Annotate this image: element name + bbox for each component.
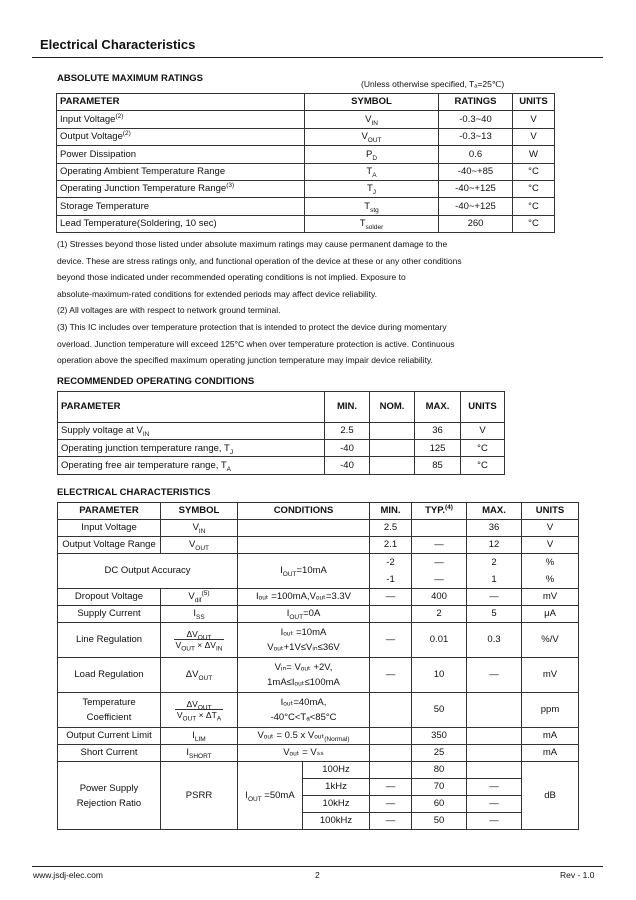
param-cell: Supply voltage at $V_{IN}$ [58,423,325,440]
header-cell: MAX. [415,392,461,423]
unit-cell: μA [522,606,579,623]
max-cell: 0.3 [467,623,522,658]
condition-cell: $I_{OUT}=0A$ [238,606,370,623]
unit-cell: W [513,146,555,163]
symbol-cell: $V_{OUT}$ [161,537,238,554]
param-cell: Power Dissipation [57,146,305,163]
typ-cell: — [412,554,467,572]
unit-cell: %/V [522,623,579,658]
table-row [58,520,579,537]
typ-cell: 0.01 [412,623,467,658]
unit-cell: mV [522,589,579,606]
frequency-cell: 100Hz [303,762,370,779]
unit-cell: V [522,537,579,554]
param-cell: Output Voltage$^{(2)}$ [57,128,305,145]
min-cell [370,745,412,762]
unit-cell: °C [461,440,505,457]
typ-cell: — [412,537,467,554]
max-cell: — [467,813,522,830]
header-cell: UNITS [513,94,555,111]
typ-cell: 350 [412,728,467,745]
typ-cell: 400 [412,589,467,606]
table-header-row [58,392,505,423]
footnote-line: absolute-maximum-rated conditions for extended periods may affect device reliability. [57,288,378,299]
param-cell: Lead Temperature(Soldering, 10 sec) [57,215,305,232]
max-cell [467,728,522,745]
min-cell: -2 [370,554,412,572]
table-row [57,180,555,197]
typ-cell: 10 [412,658,467,693]
table-row [57,215,555,232]
symbol-cell: $V_{OUT}$ [305,128,439,145]
min-cell: — [370,589,412,606]
table-row [58,440,505,457]
unit-cell: °C [461,457,505,474]
page-title: Electrical Characteristics [40,37,196,52]
max-cell: 12 [467,537,522,554]
footer-page-number: 2 [315,870,320,880]
rating-cell: -0.3~13 [439,128,513,145]
table-row [57,146,555,163]
max-cell: 2 [467,554,522,572]
table-row [58,554,579,572]
param-cell: Dropout Voltage [58,589,161,606]
param-cell: Short Current [58,745,161,762]
abs-max-table [56,93,555,233]
header-cell: CONDITIONS [238,503,370,520]
footnote-line: device. These are stress ratings only, and functional operation of the device at these or any other conditions [57,255,462,266]
table-row [58,762,579,779]
nom-cell [370,457,415,474]
unit-cell: V [522,520,579,537]
param-cell: Load Regulation [58,658,161,693]
nom-cell [370,423,415,440]
rec-op-table [57,391,505,475]
condition-cell: Iₒᵤₜ =10mA Vₒᵤₜ+1V≤Vᵢₙ≤36V [238,623,370,658]
header-cell: MIN. [370,503,412,520]
footnote-line: beyond those indicated under recommended operating conditions is not implied. Exposure to [57,272,406,283]
condition-cell: Iₒᵤₜ =100mA,Vₒᵤₜ=3.3V [238,589,370,606]
symbol-cell: $T_A$ [305,163,439,180]
header-cell: MAX. [467,503,522,520]
max-cell: 36 [415,423,461,440]
table-row [58,537,579,554]
table-row [58,457,505,474]
max-cell: — [467,796,522,813]
unit-cell: V [513,128,555,145]
param-cell: Input Voltage [58,520,161,537]
condition-cell [238,537,370,554]
header-cell: PARAMETER [57,94,305,111]
symbol-cell: $V_{dif}^{(5)}$ [161,589,238,606]
header-cell: PARAMETER [58,392,325,423]
max-cell [467,762,522,779]
header-cell: TYP.$^{(4)}$ [412,503,467,520]
rating-cell: -0.3~40 [439,111,513,128]
condition-cell [238,520,370,537]
min-cell: — [370,658,412,693]
nom-cell [370,440,415,457]
symbol-cell: $P_D$ [305,146,439,163]
typ-cell: 60 [412,796,467,813]
max-cell: — [467,658,522,693]
table-row [58,623,579,658]
condition-cell: Vₒᵤₜ = Vₛₛ [238,745,370,762]
table-header-row [57,94,555,111]
symbol-cell [161,693,238,728]
header-cell: NOM. [370,392,415,423]
typ-cell: 50 [412,693,467,728]
typ-cell: 80 [412,762,467,779]
header-cell: SYMBOL [161,503,238,520]
header-cell: UNITS [522,503,579,520]
param-cell: Operating free air temperature range, $T_A$ [58,457,325,474]
typ-cell: 70 [412,779,467,796]
unit-cell: °C [513,163,555,180]
rating-cell: -40~+125 [439,198,513,215]
param-cell: Storage Temperature [57,198,305,215]
header-cell: SYMBOL [305,94,439,111]
unit-cell: V [513,111,555,128]
unit-cell: mA [522,728,579,745]
footnote-line: (2) All voltages are with respect to network ground terminal. [57,305,281,316]
unit-cell: mV [522,658,579,693]
abs-max-heading: ABSOLUTE MAXIMUM RATINGS [57,73,204,84]
header-cell: UNITS [461,392,505,423]
max-cell: 1 [467,571,522,589]
param-cell: Temperature Coefficient [58,693,161,728]
max-cell [467,693,522,728]
min-cell [370,728,412,745]
symbol-cell: PSRR [161,762,238,830]
param-cell: Operating junction temperature range, $T_J$ [58,440,325,457]
unit-cell: ppm [522,693,579,728]
header-cell: MIN. [325,392,370,423]
condition-cell: $I_{OUT}=10mA$ [238,554,370,589]
typ-cell: 25 [412,745,467,762]
max-cell: 5 [467,606,522,623]
min-cell [370,762,412,779]
symbol-cell: $V_{IN}$ [305,111,439,128]
footer-revision: Rev - 1.0 [560,870,595,880]
param-cell: Operating Ambient Temperature Range [57,163,305,180]
symbol-cell: $I_{SS}$ [161,606,238,623]
min-cell: — [370,796,412,813]
header-cell: RATINGS [439,94,513,111]
typ-cell [412,520,467,537]
unit-cell: V [461,423,505,440]
table-row [58,606,579,623]
title-divider [32,57,603,58]
table-row [57,163,555,180]
param-cell: Line Regulation [58,623,161,658]
param-cell: Output Current Limit [58,728,161,745]
min-cell [370,693,412,728]
min-cell: — [370,813,412,830]
condition-cell: $I_{OUT} =50mA$ [238,762,303,830]
table-row [58,658,579,693]
temp-coef-fraction: $\frac{\Delta V_{OUT}}{V_{OUT} \times \Delta T_A}$ [176,699,222,723]
rec-op-heading: RECOMMENDED OPERATING CONDITIONS [57,376,255,387]
frequency-cell: 100kHz [303,813,370,830]
max-cell [467,745,522,762]
param-cell: Input Voltage$^{(2)}$ [57,111,305,128]
footnote-line: overload. Junction temperature will exceed 125°C when over temperature protection is active. Continuous [57,338,455,349]
table-row [58,423,505,440]
unit-cell: mA [522,745,579,762]
param-cell: Operating Junction Temperature Range$^{(3)}$ [57,180,305,197]
footer-divider [32,866,603,867]
param-cell: Supply Current [58,606,161,623]
typ-cell: 50 [412,813,467,830]
max-cell: 85 [415,457,461,474]
symbol-cell: $\Delta V_{OUT}$ [161,658,238,693]
min-cell: -40 [325,457,370,474]
footnote-line: operation above the specified maximum operating junction temperature may impair device reliability. [57,355,433,366]
header-cell: PARAMETER [58,503,161,520]
min-cell: 2.5 [370,520,412,537]
rating-cell: 260 [439,215,513,232]
abs-max-note: (Unless otherwise specified, Tₐ=25℃) [361,79,505,89]
footnote-line: (3) This IC includes over temperature protection that is intended to protect the device during momentary [57,321,447,332]
symbol-cell: $V_{IN}$ [161,520,238,537]
symbol-cell: $I_{LIM}$ [161,728,238,745]
param-cell: Output Voltage Range [58,537,161,554]
footer-website-link[interactable]: www.jsdj-elec.com [33,870,103,880]
condition-cell: Vᵢₙ= Vₒᵤₜ +2V, 1mA≤Iₒᵤₜ≤100mA [238,658,370,693]
max-cell: — [467,589,522,606]
condition-cell: Vₒᵤₜ = 0.5 x Vₒᵤₜ$_{(Normal)}$ [238,728,370,745]
rating-cell: -40~+125 [439,180,513,197]
param-cell: Power Supply Rejection Ratio [58,762,161,830]
table-header-row [58,503,579,520]
unit-cell: % [522,554,579,572]
typ-cell: — [412,571,467,589]
unit-cell: % [522,571,579,589]
elec-char-table [57,502,579,830]
typ-cell: 2 [412,606,467,623]
rating-cell: -40~+85 [439,163,513,180]
min-cell [370,606,412,623]
table-row [57,111,555,128]
unit-cell: °C [513,180,555,197]
max-cell: 36 [467,520,522,537]
min-cell: — [370,779,412,796]
line-reg-fraction: $\frac{\Delta V_{OUT}}{V_{OUT} \times \Delta V_{IN}}$ [175,629,223,653]
table-row [58,589,579,606]
table-row [58,693,579,728]
min-cell: 2.5 [325,423,370,440]
min-cell: 2.1 [370,537,412,554]
elec-heading: ELECTRICAL CHARACTERISTICS [57,487,211,498]
min-cell: -40 [325,440,370,457]
symbol-cell: $T_{solder}$ [305,215,439,232]
symbol-cell: $I_{SHORT}$ [161,745,238,762]
max-cell: — [467,779,522,796]
frequency-cell: 10kHz [303,796,370,813]
unit-cell: °C [513,198,555,215]
param-cell: DC Output Accuracy [58,554,238,589]
min-cell: -1 [370,571,412,589]
table-row [57,128,555,145]
max-cell: 125 [415,440,461,457]
min-cell: — [370,623,412,658]
symbol-cell [161,623,238,658]
symbol-cell: $T_{stg}$ [305,198,439,215]
unit-cell: dB [522,762,579,830]
footnote-line: (1) Stresses beyond those listed under absolute maximum ratings may cause permanent damage to the [57,239,448,249]
condition-cell: Iₒᵤₜ=40mA, -40°C<Tₐ<85°C [238,693,370,728]
unit-cell: °C [513,215,555,232]
table-row [58,728,579,745]
symbol-cell: $T_J$ [305,180,439,197]
rating-cell: 0.6 [439,146,513,163]
frequency-cell: 1kHz [303,779,370,796]
table-row [58,745,579,762]
abs-max-footnotes [57,236,527,369]
table-row [57,198,555,215]
